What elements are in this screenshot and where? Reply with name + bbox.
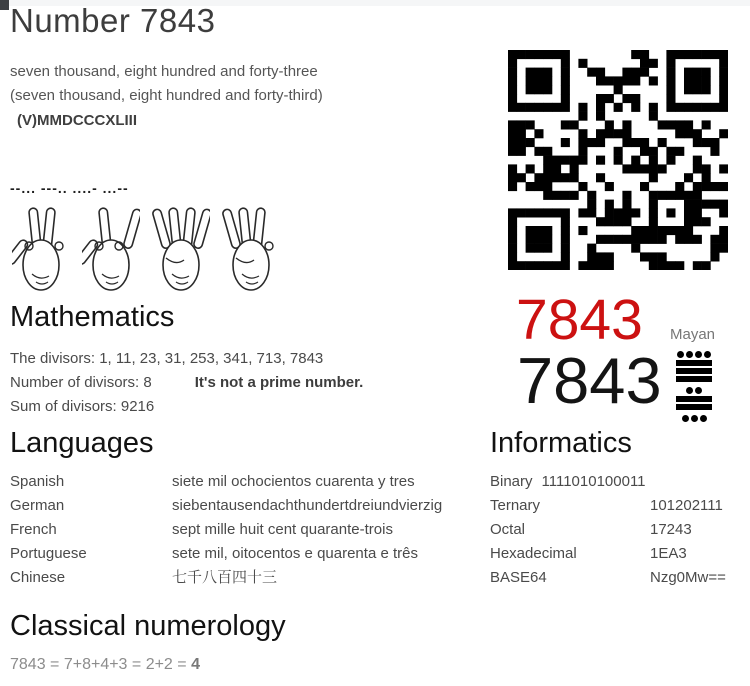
informatics-table — [490, 470, 748, 590]
numerology-formula — [10, 656, 200, 674]
language-value: sete mil, oitocentos e quarenta e três — [172, 545, 418, 562]
language-name: Portuguese — [10, 545, 87, 562]
hand-sign-4-icon — [152, 202, 210, 294]
informatics-row — [490, 470, 748, 494]
number-in-words: seven thousand, eight hundred and forty-three — [10, 63, 318, 80]
base-name: Octal — [490, 521, 526, 538]
language-value: siebentausendachthundertdreiundvierzig — [172, 497, 443, 514]
language-row — [10, 494, 480, 518]
section-heading-mathematics: Mathematics — [10, 301, 175, 333]
dark-corner-fragment — [0, 0, 9, 10]
language-row — [10, 566, 480, 590]
section-heading-informatics: Informatics — [490, 427, 632, 459]
base-value: 1111010100011 — [541, 473, 646, 490]
formula-result: 4 — [191, 656, 200, 673]
language-value: 七千八百四十三 — [172, 569, 278, 586]
base-name: Binary — [490, 473, 533, 490]
roman-numeral: (V)MMDCCCXLIII — [17, 112, 137, 129]
informatics-row — [490, 566, 748, 590]
number-display-red: 7843 — [516, 288, 643, 352]
prime-note: It's not a prime number. — [194, 374, 364, 391]
mayan-numeral — [676, 351, 712, 422]
divisor-count: Number of divisors: 8 — [10, 374, 152, 391]
morse-code: --... ---.. ....- ...-- — [10, 180, 129, 196]
languages-table — [10, 470, 480, 590]
base-name: Ternary — [490, 497, 541, 514]
page-title: Number 7843 — [10, 2, 216, 39]
hand-sign-8-icon — [82, 202, 140, 294]
number-ordinal-words: (seven thousand, eight hundred and forty-third) — [10, 87, 323, 104]
section-heading-languages: Languages — [10, 427, 154, 459]
language-row — [10, 518, 480, 542]
divisor-count-line — [10, 374, 363, 391]
section-heading-numerology: Classical numerology — [10, 610, 286, 642]
language-name: French — [10, 521, 57, 538]
qr-code — [508, 50, 728, 270]
base-value: 1EA3 — [650, 545, 687, 562]
language-value: siete mil ochocientos cuarenta y tres — [172, 473, 415, 490]
informatics-row — [490, 494, 748, 518]
informatics-row — [490, 518, 748, 542]
base-name: Hexadecimal — [490, 545, 577, 562]
language-name: German — [10, 497, 65, 514]
language-name: Chinese — [10, 569, 66, 586]
divisors-line: The divisors: 1, 11, 23, 31, 253, 341, 713, 7843 — [10, 350, 324, 367]
sum-of-divisors-line: Sum of divisors: 9216 — [10, 398, 155, 415]
base-value: 17243 — [650, 521, 692, 538]
mayan-label: Mayan — [670, 326, 716, 343]
base-value: Nzg0Mw== — [650, 569, 726, 586]
language-name: Spanish — [10, 473, 65, 490]
language-value: sept mille huit cent quarante-trois — [172, 521, 393, 538]
hand-sign-7-icon — [12, 202, 70, 294]
language-row — [10, 470, 480, 494]
informatics-row — [490, 542, 748, 566]
language-row — [10, 542, 480, 566]
base-name: BASE64 — [490, 569, 547, 586]
hand-sign-3-icon — [222, 202, 280, 294]
base-value: 101202111 — [650, 497, 723, 514]
sign-language-hands — [12, 202, 280, 294]
formula-text: 7843 = 7+8+4+3 = 2+2 = — [10, 656, 192, 673]
number-display-black: 7843 — [517, 344, 662, 417]
